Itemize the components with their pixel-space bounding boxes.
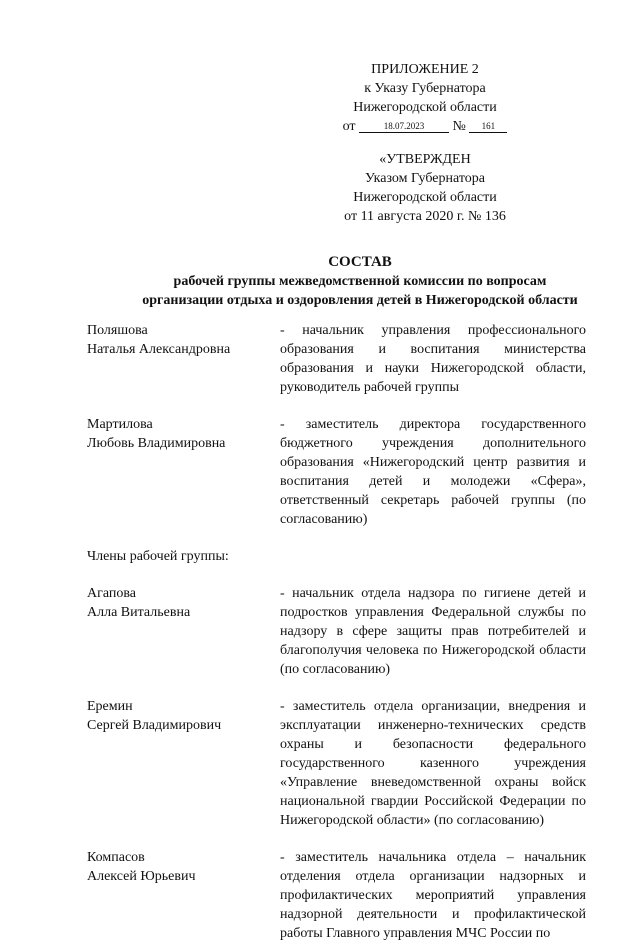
approved-line-1: «УТВЕРЖДЕН [379,152,471,167]
roster-entry [87,697,587,830]
document-heading [60,253,640,310]
heading-title: СОСТАВ [328,254,392,270]
approved-line-3: Нижегородской области [353,190,497,205]
decree-date: 18.07.2023 [359,120,449,133]
person-name: Мартилова Любовь Владимировна [87,417,226,451]
appendix-line-decree: к Указу Губернатора [364,81,486,96]
approval-block [330,150,520,226]
roster-entry [87,848,587,943]
person-role: - заместитель отдела организации, внедрения и эксплуатации инженерно-технических средств охраны и безопасности федерального государственного казенного учреждения «Управление вневедомственной охраны войск национальной гвардии Российской Федерации по Нижегородской области» (по согласованию) [280,699,586,828]
heading-subtitle-2: организации отдыха и оздоровления детей в Нижегородской области [142,293,578,308]
person-role: - начальник отдела надзора по гигиене детей и подростков управления Федеральной службы по надзору в сфере защиты прав потребителей и благополучия человека по Нижегородской области (по согласованию) [280,586,586,677]
approved-line-2: Указом Губернатора [364,171,486,186]
members-label: Члены рабочей группы: [87,549,229,564]
appendix-title: ПРИЛОЖЕНИЕ 2 [371,62,479,77]
appendix-line-region: Нижегородской области [353,100,497,115]
person-role: - заместитель директора государственного бюджетного учреждения дополнительного образования «Нижегородский центр развития и воспитания детей и молодежи «Сфера», ответственный секретарь рабочей группы (по согласованию) [280,417,586,527]
person-role: - заместитель начальника отдела – начальник отделения отдела организации надзорных и профилактических мероприятий управления надзорной деятельности и профилактической работы Главного управления МЧС России по [280,850,586,941]
decree-number: 161 [469,120,507,133]
person-role: - начальник управления профессионального образования и воспитания министерства образования и науки Нижегородской области, руководитель рабочей группы [280,323,586,395]
person-name: Еремин Сергей Владимирович [87,699,222,733]
roster [87,321,587,943]
roster-entry [87,584,587,679]
roster-entry [87,415,587,529]
roster-entry [87,321,587,397]
approved-line-4: от 11 августа 2020 г. № 136 [344,209,506,224]
heading-subtitle-1: рабочей группы межведомственной комиссии по вопросам [173,274,547,289]
from-label: от [342,119,356,134]
person-name: Агапова Алла Витальевна [87,586,191,620]
decree-date-number [330,117,520,136]
number-sign: № [452,119,466,134]
appendix-block [330,60,520,136]
person-name: Компасов Алексей Юрьевич [87,850,196,884]
person-name: Поляшова Наталья Александровна [87,323,231,357]
